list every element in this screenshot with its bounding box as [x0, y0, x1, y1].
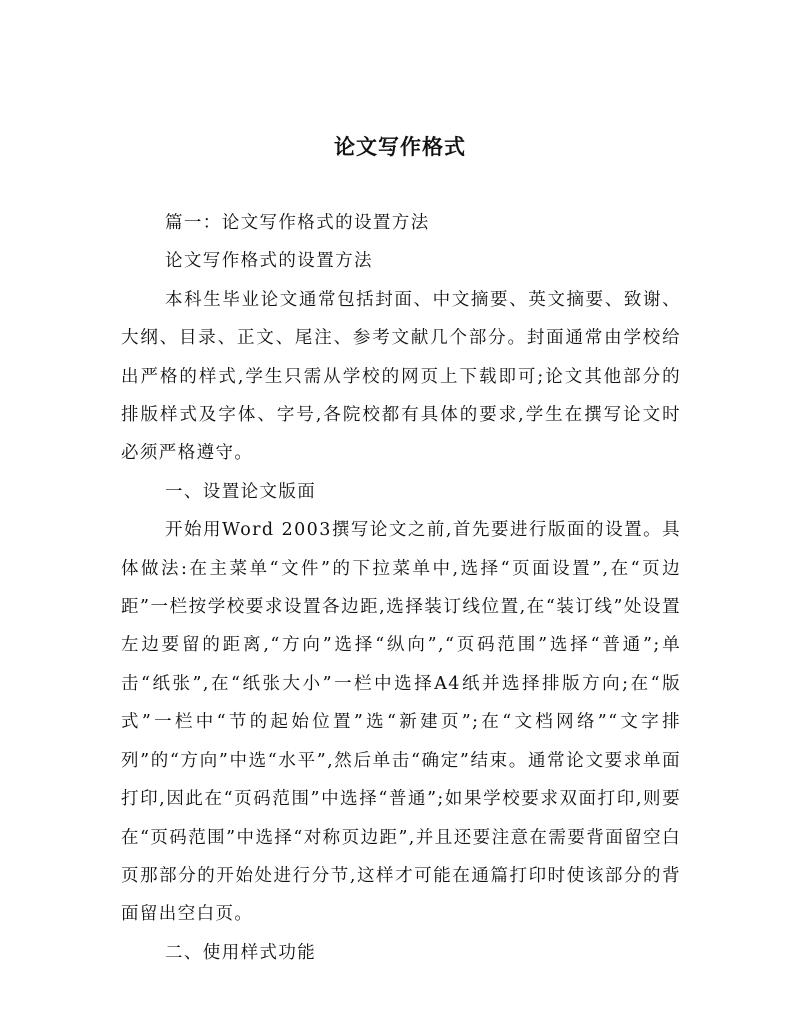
section-heading-part-one: 篇一：论文写作格式的设置方法 [165, 213, 430, 233]
paragraph-page-setup: 开始用Word 2003撰写论文之前,首先要进行版面的设置。具体做法:在主菜单“文件”的下拉菜单中,选择“页面设置”,在“页边距”一栏按学校要求设置各边距,选择装订线位置,在“装订线”处设置左边要留的距离,“方向”选择“纵向”,“页码范围”选择“普通”;单击“纸张”,在“纸张大小”一栏中选择A4纸并选择排版方向;在“版式”一栏中“节的起始位置”选“新建页”;在“文档网络”“文字排列”的“方向”中选“水平”,然后单击“确定”结束。通常论文要求单面打印,因此在“页码范围”中选择“普通”;如果学校要求双面打印,则要在“页码范围”中选择“对称页边距”,并且还要注意在需要背面留空白页那部分的开始处进行分节,这样才可能在通篇打印时使该部分的背面留出空白页。 [121, 520, 681, 925]
subheading: 论文写作格式的设置方法 [165, 251, 373, 272]
document-title: 论文写作格式 [334, 135, 466, 159]
document-body [121, 204, 681, 972]
section-heading-two: 二、使用样式功能 [165, 942, 317, 963]
section-heading-one: 一、设置论文版面 [165, 481, 317, 502]
paragraph-intro: 本科生毕业论文通常包括封面、中文摘要、英文摘要、致谢、大纲、目录、正文、尾注、参考文献几个部分。封面通常由学校给出严格的样式,学生只需从学校的网页上下载即可;论文其他部分的排版样式及字体、字号,各院校都有具体的要求,学生在撰写论文时必须严格遵守。 [121, 289, 681, 464]
